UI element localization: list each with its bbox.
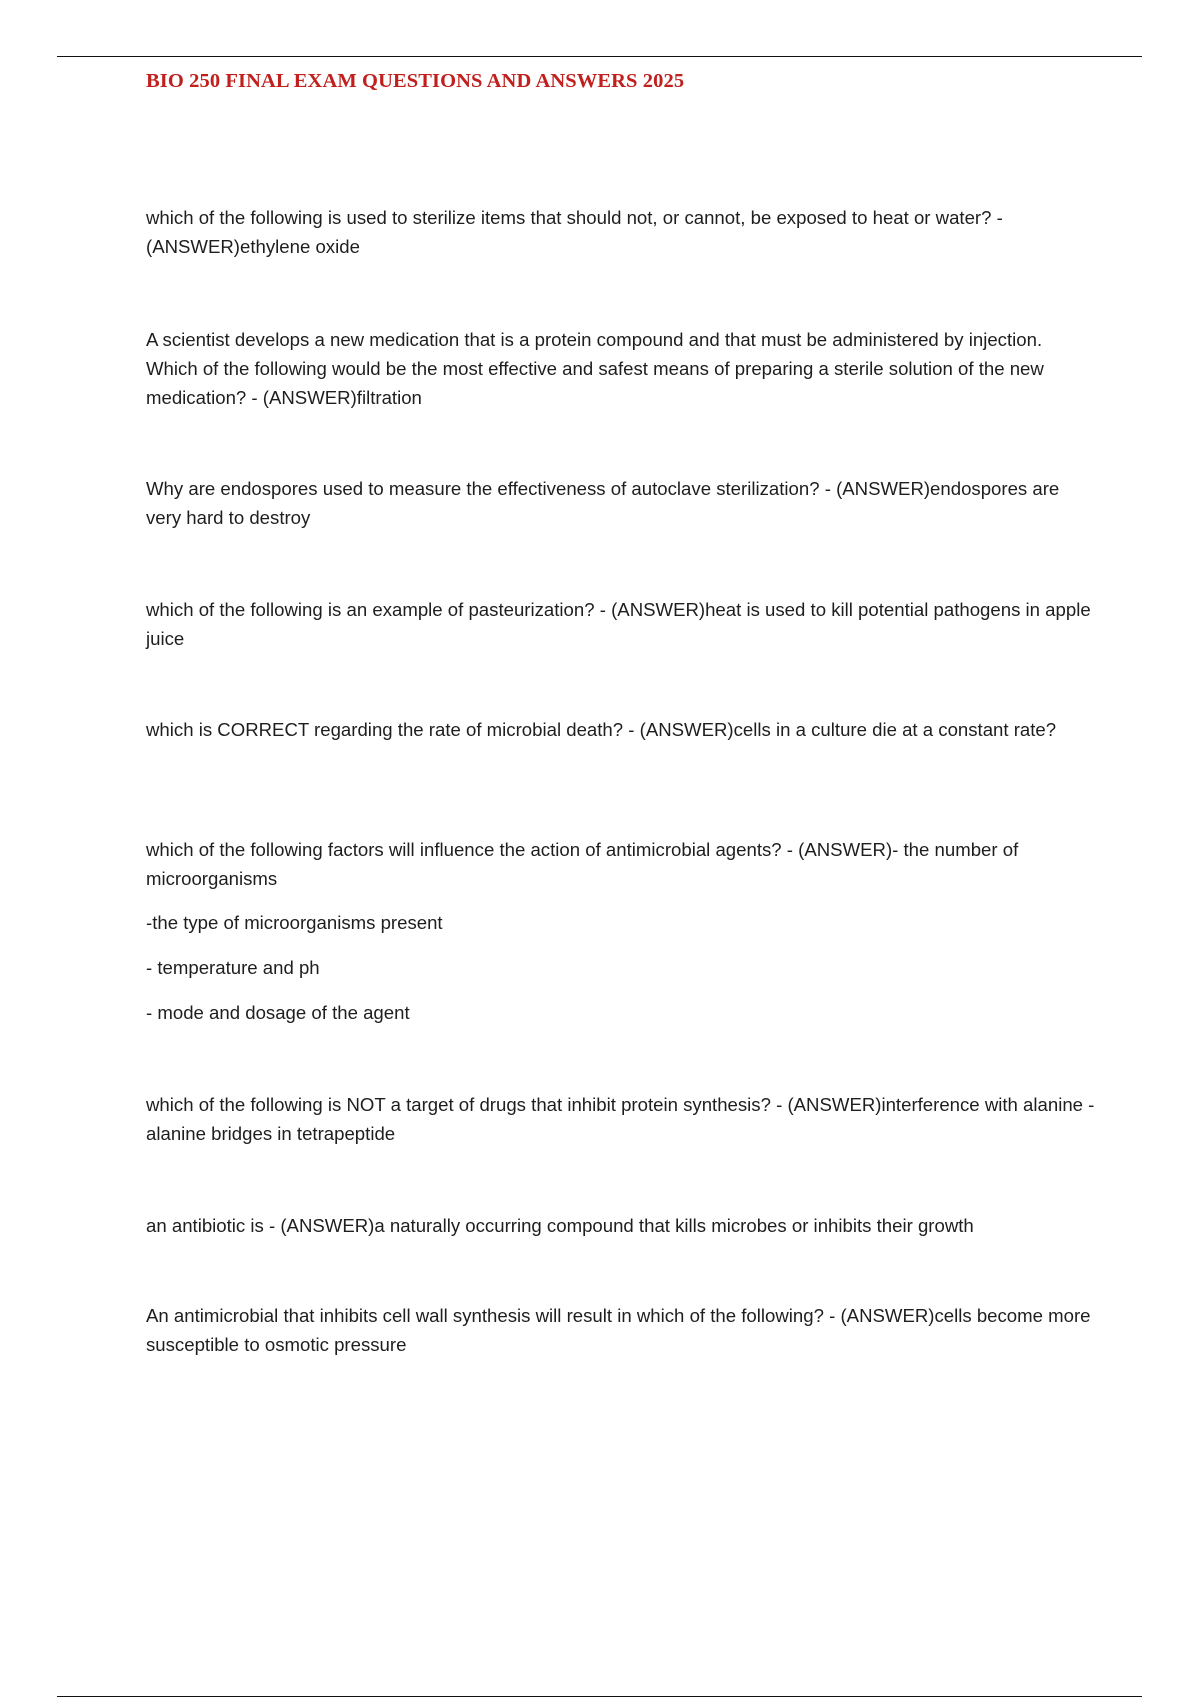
qa-item-6	[146, 835, 1096, 1027]
qa-subline: - temperature and ph	[146, 957, 320, 978]
qa-text: an antibiotic is - (ANSWER)a naturally occurring compound that kills microbes or inhibits their growth	[146, 1215, 974, 1236]
qa-text: which is CORRECT regarding the rate of microbial death? - (ANSWER)cells in a culture die at a constant rate?	[146, 719, 1057, 740]
qa-item-2	[146, 325, 1096, 412]
qa-item-1	[146, 203, 1096, 261]
qa-item-9	[146, 1301, 1096, 1359]
qa-item-5	[146, 715, 1096, 744]
footer-rule	[57, 1696, 1142, 1697]
qa-text: which of the following factors will influence the action of antimicrobial agents? - (ANSWER)- the number of microorganisms	[146, 839, 1019, 889]
qa-item-8	[146, 1211, 1096, 1240]
qa-item-3	[146, 474, 1096, 532]
qa-item-4	[146, 595, 1096, 653]
qa-text: Why are endospores used to measure the effectiveness of autoclave sterilization? - (ANSWER)endospores are very hard to destroy	[146, 478, 1060, 528]
header-rule	[57, 56, 1142, 57]
qa-subline: -the type of microorganisms present	[146, 912, 443, 933]
qa-subline: - mode and dosage of the agent	[146, 1002, 410, 1023]
qa-text: An antimicrobial that inhibits cell wall synthesis will result in which of the following? - (ANSWER)cells become more susceptible to osmotic pressure	[146, 1305, 1091, 1355]
qa-text: A scientist develops a new medication that is a protein compound and that must be administered by injection. Which of the following would be the most effective and safest means of preparing a sterile solution of the new medication? - (ANSWER)filtration	[146, 329, 1044, 408]
qa-item-7	[146, 1090, 1096, 1148]
qa-text: which of the following is an example of pasteurization? - (ANSWER)heat is used to kill potential pathogens in apple juice	[146, 599, 1091, 649]
qa-text: which of the following is NOT a target of drugs that inhibit protein synthesis? - (ANSWER)interference with alanine - alanine bridges in tetrapeptide	[146, 1094, 1095, 1144]
qa-text: which of the following is used to sterilize items that should not, or cannot, be exposed to heat or water? - (ANSWER)ethylene oxide	[146, 207, 1003, 257]
document-title: BIO 250 FINAL EXAM QUESTIONS AND ANSWERS 2025	[146, 70, 685, 92]
